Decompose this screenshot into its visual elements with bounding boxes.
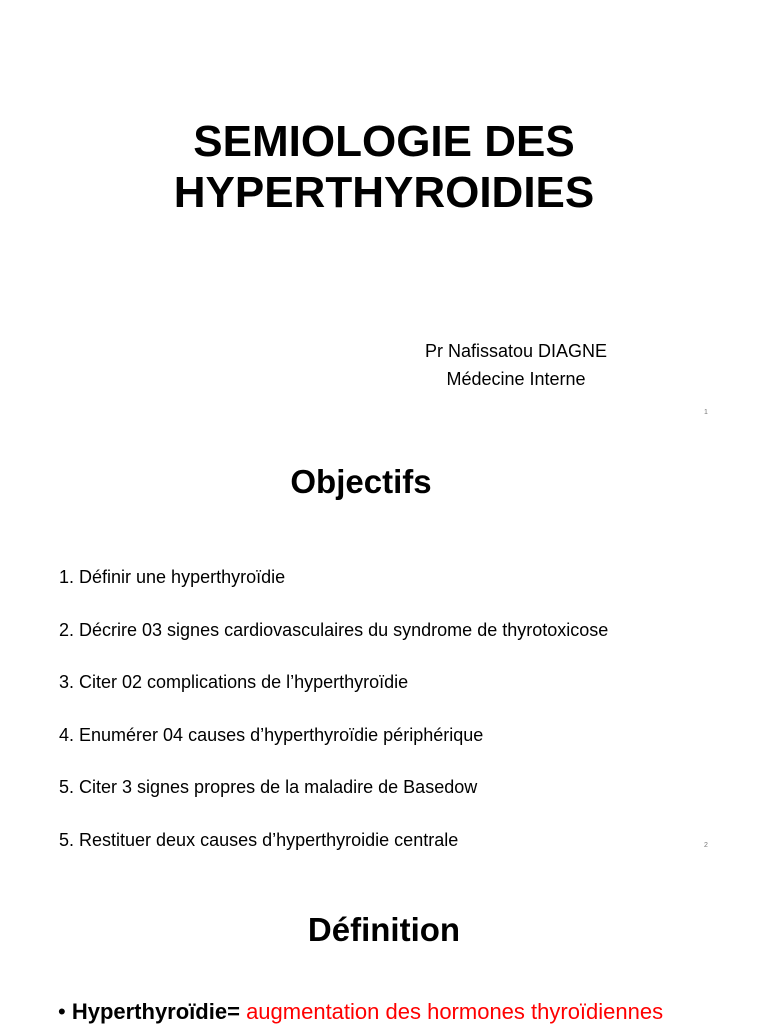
page-number-2: 2 — [704, 842, 708, 849]
author-name: Pr Nafissatou DIAGNE — [424, 341, 608, 361]
definition-line — [58, 997, 663, 1027]
list-item: 3. Citer 02 complications de l’hyperthyroïdie — [59, 672, 409, 693]
bullet-icon: • — [58, 999, 66, 1024]
objectives-list — [59, 565, 608, 881]
list-item: 1. Définir une hyperthyroïdie — [59, 567, 286, 587]
list-item: 2. Décrire 03 signes cardiovasculaires du syndrome de thyrotoxicose — [59, 619, 609, 640]
author-department: Médecine Interne — [446, 369, 586, 389]
list-item: 5. Restituer deux causes d’hyperthyroidie centrale — [59, 829, 459, 850]
list-item: 4. Enumérer 04 causes d’hyperthyroïdie périphérique — [59, 724, 484, 745]
objectifs-heading: Objectifs — [290, 463, 432, 500]
page-number-1: 1 — [704, 409, 708, 416]
definition-text: augmentation des hormones thyroïdiennes — [246, 999, 664, 1024]
title-line-1: SEMIOLOGIE DES — [193, 117, 575, 166]
presentation-title — [0, 116, 768, 218]
definition-heading: Définition — [307, 911, 461, 948]
title-line-2: HYPERTHYROIDIES — [173, 168, 595, 217]
definition-term: Hyperthyroïdie= — [71, 999, 240, 1024]
list-item: 5. Citer 3 signes propres de la maladire de Basedow — [59, 777, 478, 798]
author-block — [400, 337, 632, 393]
